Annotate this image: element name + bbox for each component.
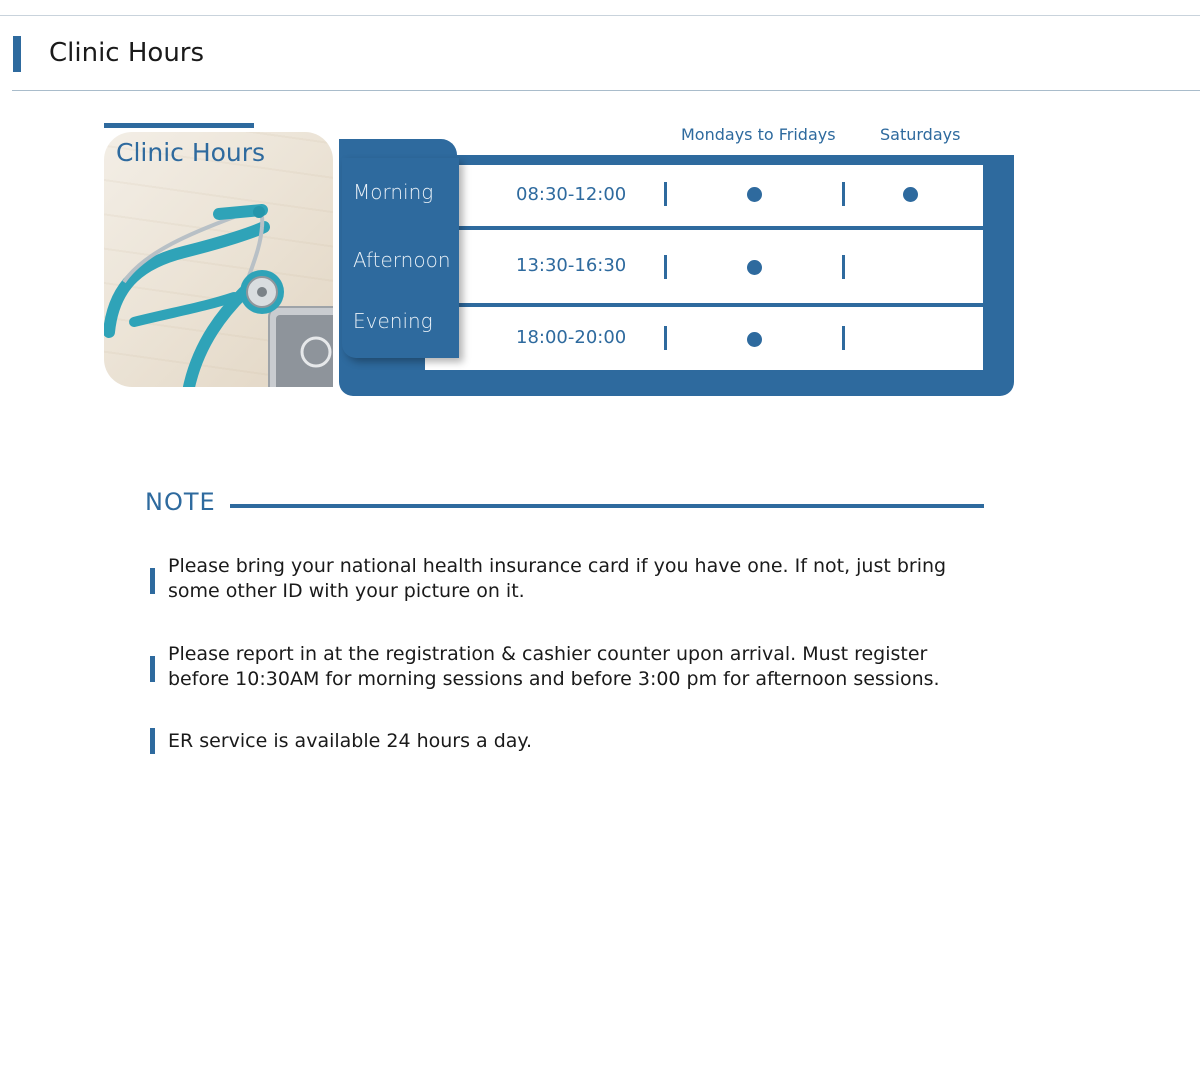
note-bullet-bar	[150, 568, 155, 594]
note-bullet-bar	[150, 728, 155, 754]
header-accent-bar	[13, 36, 21, 72]
column-separator	[842, 182, 845, 206]
stethoscope-icon	[104, 132, 333, 387]
period-label-evening: Evening	[353, 309, 433, 333]
time-afternoon: 13:30-16:30	[516, 255, 627, 276]
photo-accent-bar	[104, 123, 254, 128]
schedule-row-morning	[425, 165, 983, 226]
column-header-weekdays: Mondays to Fridays	[681, 125, 836, 144]
note-text: Please report in at the registration & cashier counter upon arrival. Must register before 10:30AM for morning sessions and before 3:00 pm for afternoon sessions.	[168, 643, 940, 690]
note-title: NOTE	[145, 488, 216, 516]
top-divider	[0, 15, 1200, 16]
stethoscope-photo	[104, 132, 333, 387]
column-separator	[664, 326, 667, 350]
available-dot-morning-weekdays	[747, 187, 762, 202]
column-header-saturdays: Saturdays	[880, 125, 961, 144]
schedule-row-evening	[425, 307, 983, 370]
time-evening: 18:00-20:00	[516, 327, 627, 348]
column-separator	[842, 255, 845, 279]
note-bullet-bar	[150, 656, 155, 682]
note-text: ER service is available 24 hours a day.	[168, 730, 532, 752]
photo-title: Clinic Hours	[116, 138, 266, 167]
time-morning: 08:30-12:00	[516, 184, 627, 205]
column-separator	[664, 255, 667, 279]
column-separator	[842, 326, 845, 350]
note-text: Please bring your national health insurance card if you have one. If not, just bring some other ID with your picture on it.	[168, 555, 947, 602]
period-label-morning: Morning	[353, 180, 434, 204]
available-dot-morning-saturday	[903, 187, 918, 202]
period-label-afternoon: Afternoon	[353, 248, 451, 272]
available-dot-afternoon-weekdays	[747, 260, 762, 275]
schedule-row-afternoon	[425, 230, 983, 303]
column-separator	[664, 182, 667, 206]
note-divider	[230, 504, 984, 508]
header-divider	[12, 90, 1200, 91]
page-title: Clinic Hours	[49, 38, 205, 68]
available-dot-evening-weekdays	[747, 332, 762, 347]
